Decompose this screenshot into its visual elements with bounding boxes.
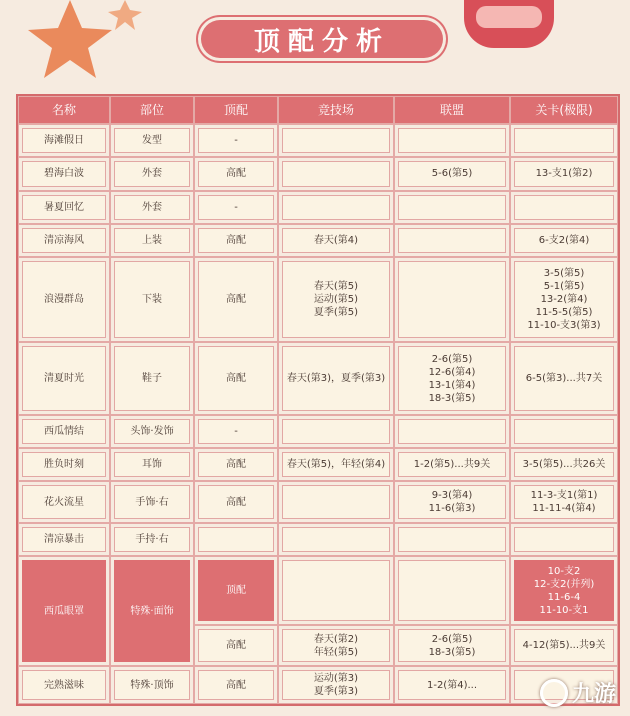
item-stage xyxy=(510,124,618,157)
item-stage xyxy=(510,556,618,625)
item-name xyxy=(18,448,110,481)
item-league-box xyxy=(398,485,506,519)
item-stage-box xyxy=(514,485,614,519)
item-top xyxy=(194,224,278,257)
item-name xyxy=(18,124,110,157)
table-row xyxy=(18,257,618,342)
header-league: 联盟 xyxy=(394,96,510,124)
item-name-text: 碧海白波 xyxy=(44,168,84,180)
item-name xyxy=(18,523,110,556)
item-top xyxy=(194,415,278,448)
item-name-box xyxy=(22,560,106,662)
item-name-text: 浪漫群岛 xyxy=(44,294,84,306)
item-arena-text: 夏季(第3) xyxy=(313,686,359,698)
item-top-box xyxy=(198,452,274,477)
item-stage-text: 5-1(第5) xyxy=(543,281,585,293)
item-stage-box xyxy=(514,452,614,477)
item-league xyxy=(394,257,510,342)
item-arena xyxy=(278,556,394,625)
item-league-text: 2-6(第5) xyxy=(431,353,473,365)
item-top xyxy=(194,257,278,342)
item-name-box xyxy=(22,452,106,477)
item-part-text: 头饰·发饰 xyxy=(130,426,174,438)
item-league-box xyxy=(398,670,506,700)
item-part xyxy=(110,448,194,481)
item-name-box xyxy=(22,161,106,186)
item-stage-box xyxy=(514,161,614,186)
table-row xyxy=(18,342,618,415)
item-part-box xyxy=(114,452,190,477)
item-stage xyxy=(510,625,618,667)
item-part-box xyxy=(114,346,190,411)
item-part-box xyxy=(114,128,190,153)
item-name-text: 海滩假日 xyxy=(44,135,84,147)
item-stage-text: 13-2(第4) xyxy=(540,294,588,306)
item-name-text: 清凉海风 xyxy=(44,234,84,246)
item-name-box xyxy=(22,346,106,411)
item-top-text: - xyxy=(234,426,238,438)
table-row xyxy=(18,556,618,625)
table-row xyxy=(18,124,618,157)
item-arena xyxy=(278,448,394,481)
item-league-box xyxy=(398,346,506,411)
table-row xyxy=(18,191,618,224)
item-part-text: 手饰·右 xyxy=(135,496,169,508)
item-stage xyxy=(510,191,618,224)
item-league-text: 13-1(第4) xyxy=(428,379,476,391)
item-name xyxy=(18,342,110,415)
item-top-box xyxy=(198,527,274,552)
item-stage xyxy=(510,257,618,342)
item-stage-box xyxy=(514,346,614,411)
item-league-box xyxy=(398,560,506,621)
analysis-table xyxy=(16,94,620,706)
item-top-text: 高配 xyxy=(226,459,246,471)
table-row xyxy=(18,224,618,257)
header-arena: 竞技场 xyxy=(278,96,394,124)
item-arena xyxy=(278,191,394,224)
item-stage xyxy=(510,448,618,481)
item-arena-box xyxy=(282,228,390,253)
header-stage: 关卡(极限) xyxy=(510,96,618,124)
item-top xyxy=(194,124,278,157)
item-stage xyxy=(510,157,618,190)
item-stage-text: 11-11-4(第4) xyxy=(532,503,596,515)
item-league-box xyxy=(398,527,506,552)
table-row xyxy=(18,415,618,448)
item-arena-box xyxy=(282,195,390,220)
item-part-text: 手持·右 xyxy=(135,534,169,546)
item-league-text: 11-6(第3) xyxy=(428,503,476,515)
table-row xyxy=(18,481,618,523)
item-stage-text: 10-支2 xyxy=(547,565,581,577)
item-stage-box xyxy=(514,527,614,552)
item-name xyxy=(18,191,110,224)
item-league-box xyxy=(398,128,506,153)
item-stage xyxy=(510,342,618,415)
item-name xyxy=(18,556,110,666)
item-name-box xyxy=(22,228,106,253)
item-name xyxy=(18,157,110,190)
item-league xyxy=(394,342,510,415)
item-part xyxy=(110,224,194,257)
item-arena xyxy=(278,415,394,448)
item-stage-box xyxy=(514,629,614,663)
item-name-text: 清夏时光 xyxy=(44,373,84,385)
item-arena xyxy=(278,157,394,190)
item-league-text: 5-6(第5) xyxy=(431,168,473,180)
item-league xyxy=(394,415,510,448)
item-top-box xyxy=(198,560,274,621)
item-top-text: 高配 xyxy=(226,168,246,180)
item-top-text: 高配 xyxy=(226,373,246,385)
item-league-box xyxy=(398,261,506,338)
item-part xyxy=(110,481,194,523)
item-arena-text: 夏季(第5) xyxy=(313,307,359,319)
item-name-text: 胜负时刻 xyxy=(44,459,84,471)
item-arena-box xyxy=(282,527,390,552)
item-top-box xyxy=(198,419,274,444)
table-row xyxy=(18,448,618,481)
item-top xyxy=(194,191,278,224)
item-top-text: 高配 xyxy=(226,640,246,652)
jiuyou-logo-icon xyxy=(540,679,568,707)
item-name-box xyxy=(22,419,106,444)
starfish-decoration-icon xyxy=(0,0,150,90)
item-part-text: 上装 xyxy=(142,234,162,246)
item-league-text: 9-3(第4) xyxy=(431,490,473,502)
item-arena-text: 年轻(第5) xyxy=(313,646,359,658)
item-stage-box xyxy=(514,419,614,444)
table-header-row xyxy=(18,96,618,124)
item-part-text: 特殊·面饰 xyxy=(130,605,174,617)
item-league-text: 2-6(第5) xyxy=(431,633,473,645)
item-arena xyxy=(278,481,394,523)
item-stage xyxy=(510,481,618,523)
item-part xyxy=(110,556,194,666)
item-stage-box xyxy=(514,560,614,621)
item-league-box xyxy=(398,452,506,477)
item-top-text: - xyxy=(234,201,238,213)
item-name-box xyxy=(22,485,106,519)
item-arena xyxy=(278,224,394,257)
watermark xyxy=(540,677,616,708)
item-arena xyxy=(278,625,394,667)
gift-box-decoration xyxy=(464,0,554,48)
item-top xyxy=(194,625,278,667)
item-stage-text: 11-3-支1(第1) xyxy=(530,490,598,502)
item-stage-text: 6-5(第3)...共7关 xyxy=(525,373,603,385)
item-top-text: 高配 xyxy=(226,294,246,306)
item-stage-text: 11-5-5(第5) xyxy=(535,307,593,319)
item-arena-text: 春天(第3)，夏季(第3) xyxy=(286,373,386,385)
item-top-text: 高配 xyxy=(226,496,246,508)
item-name xyxy=(18,224,110,257)
item-arena-box xyxy=(282,161,390,186)
item-league xyxy=(394,448,510,481)
table-row xyxy=(18,523,618,556)
item-league-text: 18-3(第5) xyxy=(428,646,476,658)
table-row xyxy=(18,157,618,190)
item-arena-text: 运动(第3) xyxy=(313,673,359,685)
page-title-banner xyxy=(198,17,446,61)
item-stage-box xyxy=(514,128,614,153)
item-stage-text: 13-支1(第2) xyxy=(535,168,593,180)
item-stage xyxy=(510,224,618,257)
item-part-box xyxy=(114,161,190,186)
item-league-text: 18-3(第5) xyxy=(428,392,476,404)
page-title: 顶配分析 xyxy=(253,26,390,57)
item-arena-text: 春天(第2) xyxy=(313,633,359,645)
item-part-box xyxy=(114,195,190,220)
item-stage-text: 4-12(第5)...共9关 xyxy=(522,640,606,652)
item-part-box xyxy=(114,527,190,552)
item-arena-box xyxy=(282,346,390,411)
item-name-text: 完熟滋味 xyxy=(44,679,84,691)
item-name xyxy=(18,257,110,342)
item-part xyxy=(110,257,194,342)
header-part: 部位 xyxy=(110,96,194,124)
item-top-box xyxy=(198,485,274,519)
item-part xyxy=(110,124,194,157)
item-part-box xyxy=(114,228,190,253)
item-arena xyxy=(278,257,394,342)
item-top xyxy=(194,481,278,523)
item-part-text: 鞋子 xyxy=(142,373,162,385)
item-arena xyxy=(278,523,394,556)
item-top-text: - xyxy=(234,135,238,147)
item-stage-box xyxy=(514,261,614,338)
item-part xyxy=(110,342,194,415)
item-top-box xyxy=(198,195,274,220)
item-stage-text: 11-6-4 xyxy=(547,591,581,603)
item-arena-text: 运动(第5) xyxy=(313,294,359,306)
item-part-box xyxy=(114,670,190,700)
item-name-text: 西瓜情结 xyxy=(44,426,84,438)
item-part-box xyxy=(114,261,190,338)
item-stage xyxy=(510,415,618,448)
item-top xyxy=(194,448,278,481)
item-name xyxy=(18,666,110,704)
item-name-text: 西瓜眼罩 xyxy=(44,605,84,617)
item-top-box xyxy=(198,228,274,253)
item-stage-text: 11-10-支3(第3) xyxy=(527,320,601,332)
item-stage-text: 3-5(第5) xyxy=(543,268,585,280)
item-league-box xyxy=(398,228,506,253)
header-top: 顶配 xyxy=(194,96,278,124)
item-league xyxy=(394,625,510,667)
item-top xyxy=(194,523,278,556)
item-top xyxy=(194,342,278,415)
item-part-text: 发型 xyxy=(142,135,162,147)
item-league xyxy=(394,523,510,556)
item-league xyxy=(394,224,510,257)
watermark-text: 九游 xyxy=(571,681,616,707)
item-arena-box xyxy=(282,419,390,444)
item-league-box xyxy=(398,629,506,663)
item-league xyxy=(394,124,510,157)
item-part-text: 外套 xyxy=(142,201,162,213)
item-league xyxy=(394,157,510,190)
item-league-text: 1-2(第4)... xyxy=(426,679,478,691)
item-league xyxy=(394,666,510,704)
item-arena-box xyxy=(282,452,390,477)
item-name-box xyxy=(22,195,106,220)
item-name-text: 花火流星 xyxy=(44,496,84,508)
item-top-box xyxy=(198,128,274,153)
item-stage-box xyxy=(514,195,614,220)
item-league xyxy=(394,556,510,625)
item-part xyxy=(110,523,194,556)
item-stage-box xyxy=(514,228,614,253)
item-part-text: 外套 xyxy=(142,168,162,180)
item-top xyxy=(194,666,278,704)
item-name-box xyxy=(22,527,106,552)
item-league xyxy=(394,481,510,523)
item-arena-box xyxy=(282,485,390,519)
item-name xyxy=(18,415,110,448)
item-league-text: 1-2(第5)...共9关 xyxy=(413,459,491,471)
item-top xyxy=(194,157,278,190)
item-stage-text: 3-5(第5)...共26关 xyxy=(522,459,606,471)
item-arena xyxy=(278,124,394,157)
item-top-text: 高配 xyxy=(226,234,246,246)
item-top-box xyxy=(198,670,274,700)
item-part-box xyxy=(114,485,190,519)
item-name-box xyxy=(22,670,106,700)
item-arena-text: 春天(第5)，年轻(第4) xyxy=(286,459,386,471)
item-league-box xyxy=(398,195,506,220)
item-name xyxy=(18,481,110,523)
item-arena xyxy=(278,666,394,704)
item-part xyxy=(110,666,194,704)
table-row xyxy=(18,666,618,704)
item-stage-text: 12-支2(并列) xyxy=(533,578,595,590)
item-name-box xyxy=(22,261,106,338)
item-stage-text: 11-10-支1 xyxy=(539,604,589,616)
item-part-text: 耳饰 xyxy=(142,459,162,471)
item-part-box xyxy=(114,419,190,444)
item-top-text: 顶配 xyxy=(226,585,246,597)
item-part xyxy=(110,157,194,190)
item-name-text: 暑夏回忆 xyxy=(44,201,84,213)
item-stage xyxy=(510,523,618,556)
item-top-box xyxy=(198,261,274,338)
item-stage-text: 6-支2(第4) xyxy=(538,234,590,246)
item-arena-text: 春天(第4) xyxy=(313,234,359,246)
item-league-box xyxy=(398,419,506,444)
item-part-text: 特殊·顶饰 xyxy=(130,679,174,691)
item-league-text: 12-6(第4) xyxy=(428,366,476,378)
item-top-box xyxy=(198,629,274,663)
item-part xyxy=(110,191,194,224)
item-arena-box xyxy=(282,629,390,663)
item-arena-box xyxy=(282,128,390,153)
item-arena-text: 春天(第5) xyxy=(313,281,359,293)
item-top-box xyxy=(198,161,274,186)
item-league xyxy=(394,191,510,224)
item-arena-box xyxy=(282,670,390,700)
header-name: 名称 xyxy=(18,96,110,124)
item-top-text: 高配 xyxy=(226,679,246,691)
item-top xyxy=(194,556,278,625)
item-league-box xyxy=(398,161,506,186)
item-name-box xyxy=(22,128,106,153)
item-part-box xyxy=(114,560,190,662)
item-arena-box xyxy=(282,261,390,338)
item-name-text: 清凉暴击 xyxy=(44,534,84,546)
item-top-box xyxy=(198,346,274,411)
item-arena xyxy=(278,342,394,415)
item-part-text: 下装 xyxy=(142,294,162,306)
item-part xyxy=(110,415,194,448)
item-arena-box xyxy=(282,560,390,621)
